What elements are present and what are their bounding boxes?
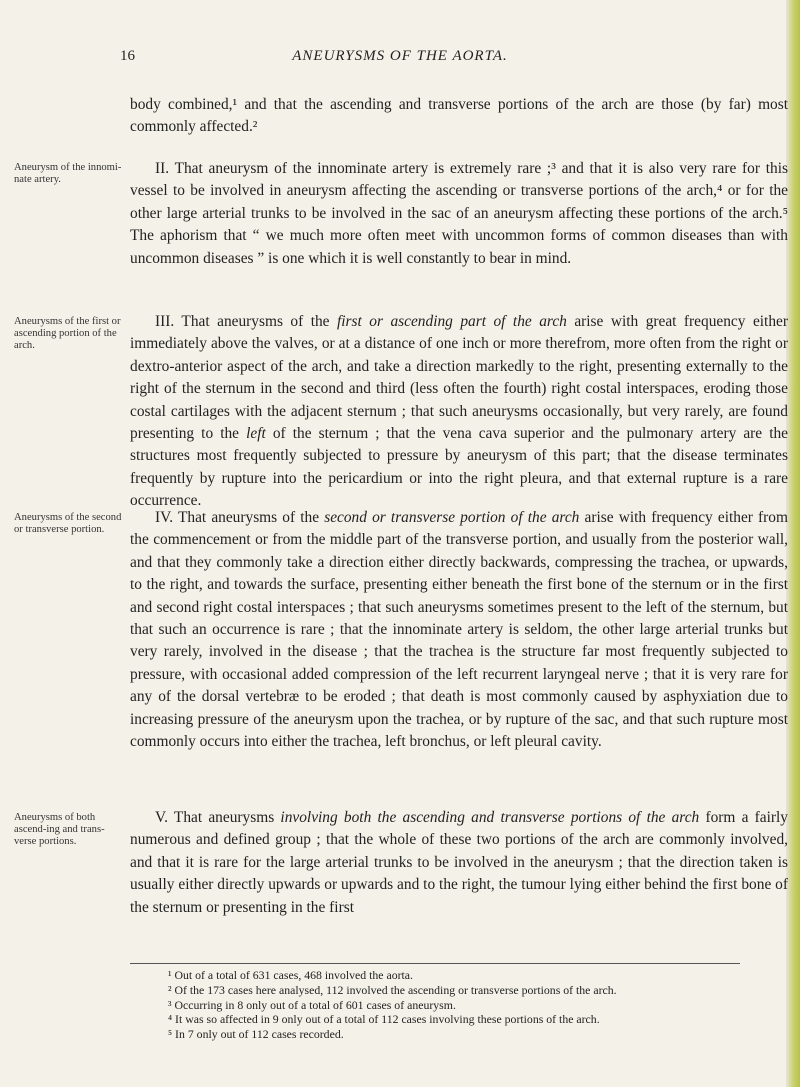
p3-italic-left: left [246,425,266,443]
p3-italic: first or ascending part of the arch [337,313,567,330]
p4-text-a: IV. That aneurysms of the [155,509,325,526]
footnote-rule [130,963,740,964]
p4-italic: second or transverse portion of the arch [324,509,580,526]
footnote-1: ¹ Out of a total of 631 cases, 468 involved the aorta. [168,968,413,982]
margin-note-both: Aneurysms of both ascend-ing and trans-verse portions. [14,812,105,847]
paragraph-v [130,807,788,919]
margin-note-innominate: Aneurysm of the innomi-nate artery. [14,162,122,185]
margin-note-ascending: Aneurysms of the first or ascending portion of the arch. [14,316,121,351]
footnote-4: ⁴ It was so affected in 9 only out of a total of 112 cases involving these portions of the arch. [168,1012,600,1027]
p3-text-c: of the sternum ; that the vena cava superior and the pulmonary artery are the structures most frequently subjected to pressure by aneurysm of this part; that the disease terminates frequently by rupture into the pericardium or into the right pleura, and that external rupture is a rare occurrence. [130,425,788,510]
footnote-5: ⁵ In 7 only out of 112 cases recorded. [168,1027,344,1042]
p5-italic: involving both the ascending and transverse portions of the arch [280,809,700,826]
page-number: 16 [120,48,135,64]
p3-text-b: arise with great frequency either immediately above the valves, or at a distance of one inch or more therefrom, more often from the right or dextro-anterior aspect of the arch, and take a direction markedly to the right, presenting externally to the right of the sternum in the second and third (less often the fourth) right costal interspaces, eroding those costal cartilages with the adjacent sternum ; that such aneurysms occasionally, but very rarely, are found presenting to the [130,313,788,443]
paragraph-continuation: body combined,¹ and that the ascending and transverse portions of the arch are those (by far) most commonly affected.² [130,96,788,136]
p4-text-b: arise with frequency either from the commencement or from the middle part of the transverse portion, and usually from the posterior wall, and that they commonly take a direction either directly backwards, compressing the trachea, or upwards, to the right, and towards the surface, presenting either beneath the first bone of the sternum or in the first and second right costal interspaces ; that such aneurysms sometimes present to the left of the sternum, but that such an occurrence is rare ; that the innominate artery is seldom, the other large arterial trunks but very rarely, involved in the disease ; that the trachea is the structure far most frequently subjected to pressure, with occasional added compression of the left recurrent laryngeal nerve ; that it is very rare for any of the dorsal vertebræ to be eroded ; that death is most commonly caused by asphyxiation due to increasing pressure of the aneurysm upon the trachea, or by rupture of the sac, and that such rupture most commonly occurs into either the trachea, left bronchus, or left pleural cavity. [130,509,788,751]
p3-text-a: III. That aneurysms of the [155,313,337,330]
page-edge [786,0,800,1087]
p5-text-b: form a fairly numerous and defined group ; that the whole of these two portions of the arch are commonly involved, and that it is rare for the large arterial trunks to be involved in the aneurysm ; that the direction taken is usually either directly upwards or upwards and to the right, the tumour lying either behind the first bone of the sternum or presenting in the first [130,809,788,916]
paragraph-iv [130,507,788,753]
paragraph-ii: II. That aneurysm of the innominate artery is extremely rare ;³ and that it is also very rare for this vessel to be involved in aneurysm affecting the ascending or transverse portions of the arch,⁴ or for the other large arterial trunks to be involved in the sac of an aneurysm affecting these portions of the arch.⁵ The aphorism that “ we much more often meet with uncommon forms of common diseases than with uncommon diseases ” is one which it is well constantly to bear in mind. [130,160,788,267]
page-header [0,48,800,72]
footnote-3: ³ Occurring in 8 only out of a total of 601 cases of aneurysm. [168,997,456,1012]
paragraph-iii [130,311,788,513]
footnotes [168,968,768,1042]
running-title: ANEURYSMS OF THE AORTA. [292,48,508,64]
margin-note-transverse: Aneurysms of the second or transverse portion. [14,512,122,535]
p5-text-a: V. That aneurysms [155,809,281,826]
footnote-2: ² Of the 173 cases here analysed, 112 involved the ascending or transverse portions of the arch. [168,982,617,997]
